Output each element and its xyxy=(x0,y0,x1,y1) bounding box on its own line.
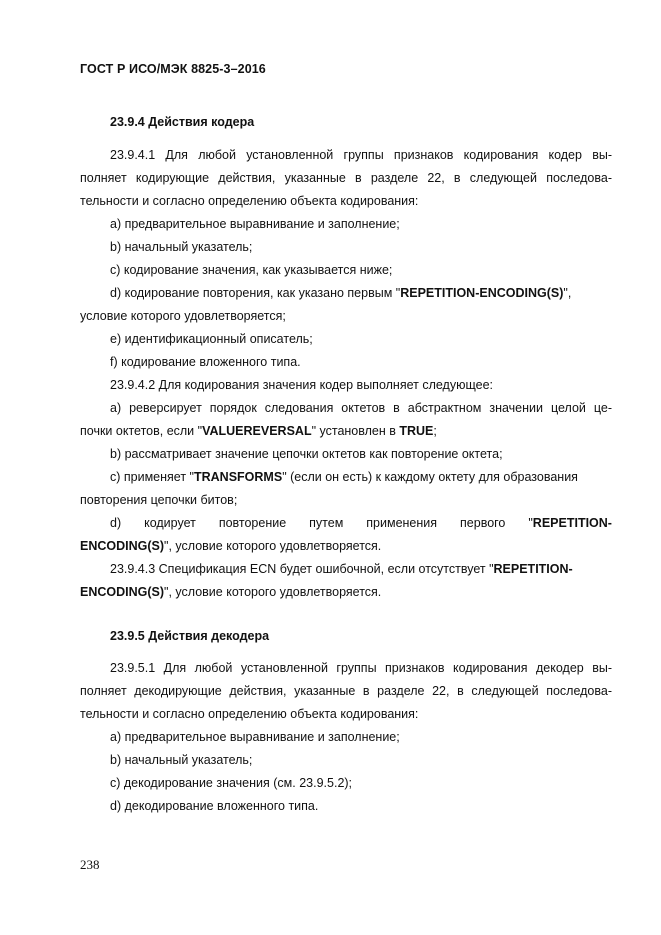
text-run: первого xyxy=(460,516,506,530)
section-heading-decoder: 23.9.5 Действия декодера xyxy=(110,629,270,643)
list-item xyxy=(110,469,612,485)
paragraph-line xyxy=(80,584,612,600)
paragraph-line xyxy=(80,423,612,439)
paragraph-line: полняет кодирующие действия, указанные в разделе 22, в следующей последова- xyxy=(80,171,612,185)
keyword: REPETITION- xyxy=(532,516,612,530)
paragraph-line: 23.9.5.1 Для любой установленной группы признаков кодирования декодер вы- xyxy=(110,661,612,675)
list-item: a) предварительное выравнивание и заполнение; xyxy=(110,730,400,744)
keyword: TRANSFORMS xyxy=(193,470,283,484)
section-heading-encoder: 23.9.4 Действия кодера xyxy=(110,115,255,129)
list-item: a) реверсирует порядок следования октетов в абстрактном значении целой це- xyxy=(110,401,612,415)
list-item: d) декодирование вложенного типа. xyxy=(110,799,319,813)
text-run: d) xyxy=(110,516,122,530)
paragraph-line: тельности и согласно определению объекта кодирования: xyxy=(80,707,419,721)
paragraph-line xyxy=(110,561,612,577)
list-item: f) кодирование вложенного типа. xyxy=(110,355,301,369)
paragraph-line xyxy=(80,538,612,554)
keyword: REPETITION- xyxy=(493,562,573,576)
list-item: c) декодирование значения (см. 23.9.5.2); xyxy=(110,776,353,790)
text-run: ", условие которого удовлетворяется. xyxy=(164,539,382,553)
paragraph-line: 23.9.4.2 Для кодирования значения кодер выполняет следующее: xyxy=(110,378,493,392)
list-item: e) идентификационный описатель; xyxy=(110,332,313,346)
list-item xyxy=(110,515,612,531)
page-number: 238 xyxy=(80,857,100,872)
keyword: ENCODING(S) xyxy=(80,585,165,599)
list-item: a) предварительное выравнивание и заполнение; xyxy=(110,217,400,231)
text-run: путем xyxy=(309,516,344,530)
paragraph-line: условие которого удовлетворяется; xyxy=(80,309,286,323)
keyword: VALUEREVERSAL xyxy=(202,424,312,438)
paragraph-line: тельности и согласно определению объекта кодирования: xyxy=(80,194,419,208)
document-header: ГОСТ Р ИСО/МЭК 8825-3–2016 xyxy=(80,62,266,76)
text-run: ; xyxy=(433,424,437,438)
paragraph-line: полняет декодирующие действия, указанные в разделе 22, в следующей последова- xyxy=(80,684,612,698)
list-item: b) рассматривает значение цепочки октетов как повторение октета; xyxy=(110,447,503,461)
text-run: повторение xyxy=(218,516,287,530)
text-run: почки октетов, если " xyxy=(80,424,203,438)
keyword: ENCODING(S) xyxy=(80,539,165,553)
list-item: b) начальный указатель; xyxy=(110,753,253,767)
list-item xyxy=(110,285,612,301)
text-run: d) кодирование повторения, как указано первым " xyxy=(110,286,401,300)
text-run: "REPETITION- xyxy=(528,516,612,530)
text-run: " (если он есть) к каждому октету для образования xyxy=(282,470,578,484)
text-run: кодирует xyxy=(144,516,196,530)
list-item: b) начальный указатель; xyxy=(110,240,253,254)
text-run: c) применяет " xyxy=(110,470,194,484)
text-run: ", xyxy=(563,286,572,300)
paragraph-line: 23.9.4.1 Для любой установленной группы признаков кодирования кодер вы- xyxy=(110,148,612,162)
text-run: применения xyxy=(366,516,438,530)
paragraph-line: повторения цепочки битов; xyxy=(80,493,238,507)
list-item: c) кодирование значения, как указывается ниже; xyxy=(110,263,393,277)
text-run: 23.9.4.3 Спецификация ECN будет ошибочной, если отсутствует " xyxy=(110,562,494,576)
keyword: TRUE xyxy=(399,424,434,438)
keyword: REPETITION-ENCODING(S) xyxy=(400,286,564,300)
text-run: " установлен в xyxy=(311,424,400,438)
text-run: ", условие которого удовлетворяется. xyxy=(164,585,382,599)
